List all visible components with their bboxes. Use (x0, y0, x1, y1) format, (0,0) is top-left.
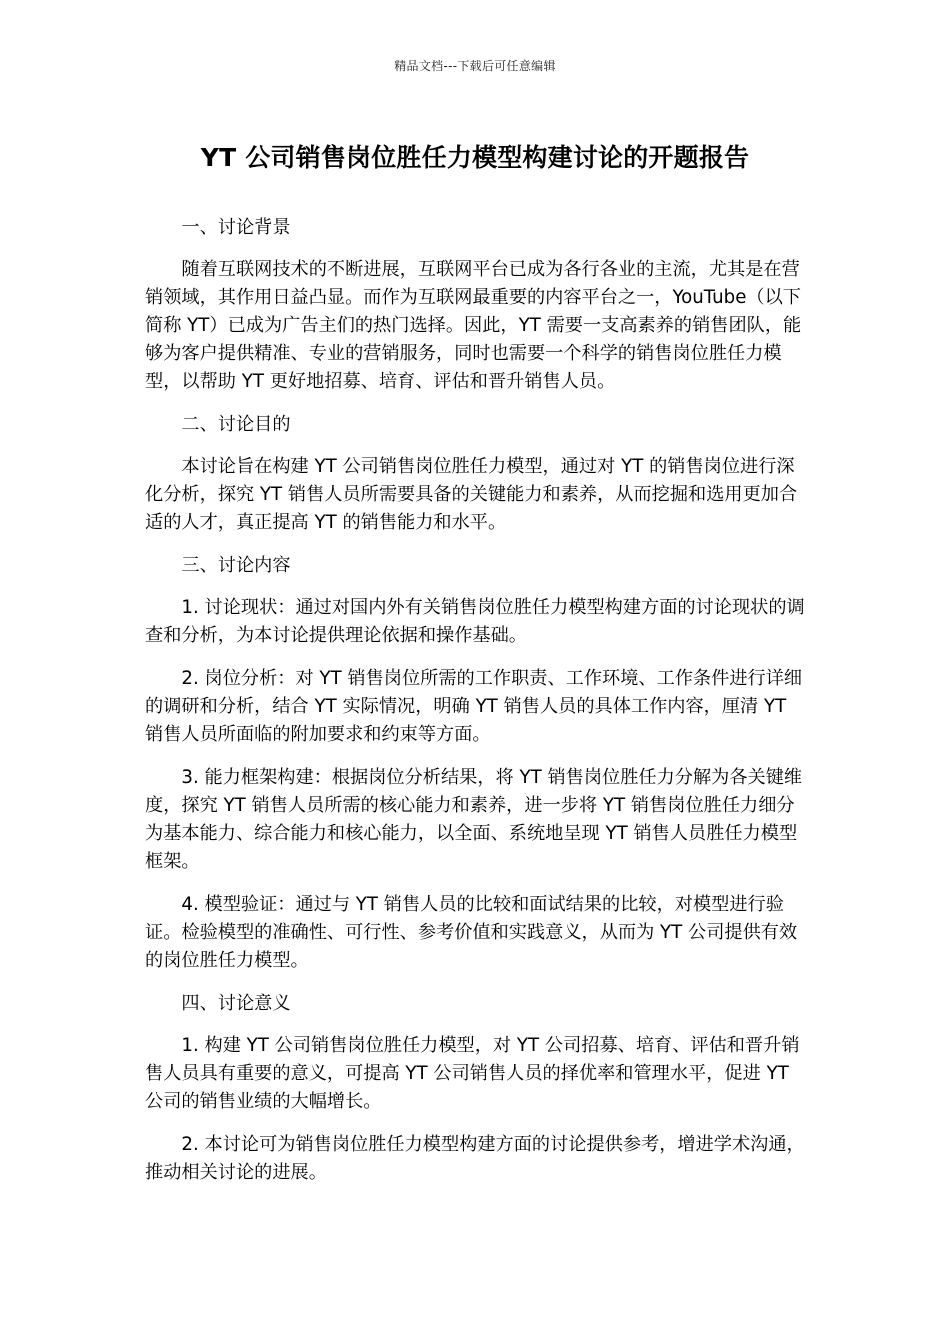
document-body (145, 214, 807, 1202)
section-heading-purpose: 二、讨论目的 (181, 414, 291, 435)
section-heading-significance: 四、讨论意义 (181, 993, 291, 1014)
paragraph-significance-2: 2. 本讨论可为销售岗位胜任力模型构建方面的讨论提供参考，增进学术沟通，推动相关讨论的进展。 (145, 1134, 805, 1183)
page-header: 精品文档---下载后可任意编辑 (394, 59, 556, 73)
paragraph-content-1: 1. 讨论现状：通过对国内外有关销售岗位胜任力模型构建方面的讨论现状的调查和分析，为本讨论提供理论依据和操作基础。 (145, 597, 805, 646)
paragraph-content-3: 3. 能力框架构建：根据岗位分析结果，将 YT 销售岗位胜任力分解为各关键维度，探究 YT 销售人员所需的核心能力和素养，进一步将 YT 销售岗位胜任力细分为基本能力、综合能力和核心能力，以全面、系统地呈现 YT 销售人员胜任力模型框架。 (145, 767, 803, 872)
section-heading-content: 三、讨论内容 (181, 555, 291, 576)
section-heading-background: 一、讨论背景 (181, 217, 291, 238)
paragraph-content-4: 4. 模型验证：通过与 YT 销售人员的比较和面试结果的比较，对模型进行验证。检验模型的准确性、可行性、参考价值和实践意义，从而为 YT 公司提供有效的岗位胜任力模型。 (145, 894, 798, 971)
paragraph-significance-1: 1. 构建 YT 公司销售岗位胜任力模型，对 YT 公司招募、培育、评估和晋升销售人员具有重要的意义，可提高 YT 公司销售人员的择优率和管理水平，促进 YT 公司的销售业绩的大幅增长。 (145, 1035, 800, 1112)
paragraph-content-2: 2. 岗位分析：对 YT 销售岗位所需的工作职责、工作环境、工作条件进行详细的调研和分析，结合 YT 实际情况，明确 YT 销售人员的具体工作内容，厘清 YT 销售人员所面临的附加要求和约束等方面。 (145, 668, 803, 745)
paragraph-background: 随着互联网技术的不断进展，互联网平台已成为各行各业的主流，尤其是在营销领域，其作用日益凸显。而作为互联网最重要的内容平台之一，YouTube（以下简称 YT）已成为广告主们的热门选择。因此，YT 需要一支高素养的销售团队，能够为客户提供精准、专业的营销服务，同时也需要一个科学的销售岗位胜任力模型，以帮助 YT 更好地招募、培育、评估和晋升销售人员。 (145, 259, 802, 392)
document-title: YT 公司销售岗位胜任力模型构建讨论的开题报告 (200, 143, 750, 172)
paragraph-purpose: 本讨论旨在构建 YT 公司销售岗位胜任力模型，通过对 YT 的销售岗位进行深化分析，探究 YT 销售人员所需要具备的关键能力和素养，从而挖掘和选用更加合适的人才，真正提高 YT 的销售能力和水平。 (145, 456, 798, 533)
